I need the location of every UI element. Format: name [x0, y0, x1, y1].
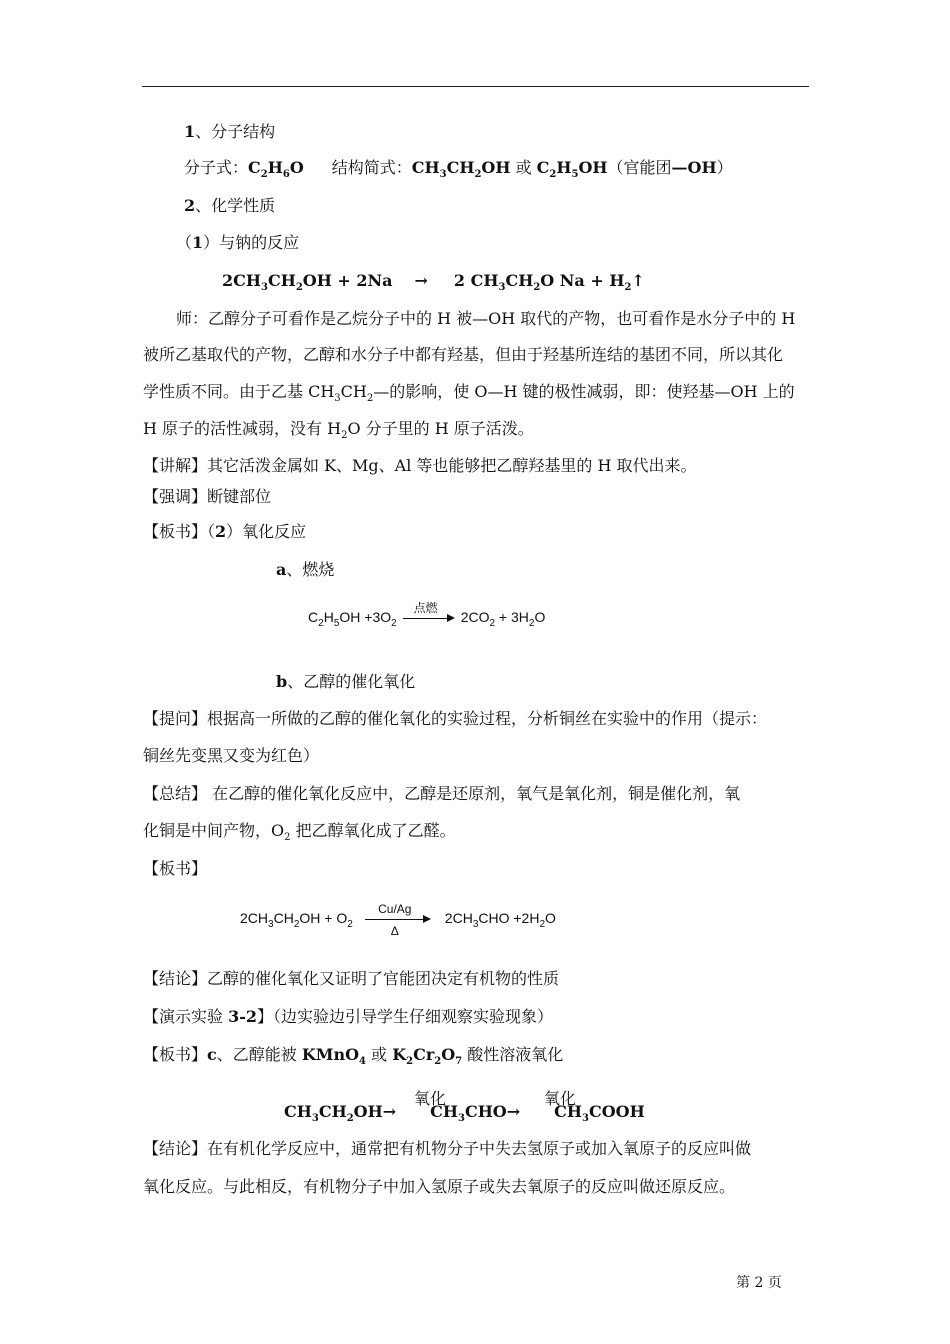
subscript: 2 — [533, 282, 541, 293]
subscript: 2 — [346, 1113, 354, 1124]
catalyst-label: Cu/Ag — [378, 902, 412, 917]
text: 2CH — [444, 910, 473, 926]
sodium-reaction-equation — [222, 271, 645, 291]
heat-symbol: Δ — [390, 924, 399, 939]
text: CHO→ — [464, 1102, 521, 1121]
summary-line-1: 【总结】 在乙醇的催化氧化反应中，乙醇是还原剂，氧气是氧化剂，铜是催化剂，氧 — [143, 784, 741, 803]
text: O — [289, 158, 304, 177]
text: 2CO — [460, 609, 490, 625]
text: OH + O — [299, 910, 348, 926]
catalytic-oxidation-equation — [240, 902, 556, 939]
subscript: 2 — [474, 169, 482, 180]
subscript: 2 — [366, 393, 374, 404]
structural-formula — [411, 158, 511, 180]
subscript: 3 — [268, 919, 274, 930]
conclusion-1: 【结论】乙醇的催化氧化又证明了官能团决定有机物的性质 — [143, 969, 560, 988]
catalytic-oxidation-heading — [276, 672, 415, 692]
teacher-paragraph-line-2: 被所乙基取代的产物，乙醇和水分子中都有羟基，但由于羟基所连结的基团不同，所以其化 — [143, 345, 784, 364]
text: OH — [578, 158, 608, 177]
subscript: 6 — [282, 169, 290, 180]
subscript: 2 — [318, 618, 324, 629]
text: CH — [284, 1102, 312, 1121]
text: COOH — [588, 1102, 645, 1121]
item-label: b — [276, 672, 288, 691]
item-label: a — [276, 560, 287, 579]
text: O 分子里的 H 原子活泼。 — [347, 419, 534, 438]
text: O — [545, 910, 556, 926]
text: CH — [318, 1102, 347, 1121]
subscript: 3 — [457, 1113, 465, 1124]
structural-formula-alt — [536, 158, 608, 180]
section-1-heading — [184, 122, 275, 142]
header-rule — [142, 86, 809, 87]
reaction-condition: 点燃 — [413, 601, 438, 616]
oxidation-label-1: 氧化 — [414, 1089, 447, 1108]
text: C — [536, 158, 550, 177]
structure-label: 结构简式： — [331, 158, 412, 177]
text: 化铜是中间产物，O — [143, 821, 285, 840]
text: O — [441, 1045, 456, 1064]
item-title: 、燃烧 — [286, 560, 335, 579]
section-number: 2 — [184, 196, 196, 215]
page-number: 第 2 页 — [736, 1275, 782, 1291]
text: Cr — [413, 1045, 435, 1064]
section-number: 1 — [184, 122, 196, 141]
subscript: 2 — [539, 919, 546, 930]
text: OH — [481, 158, 511, 177]
combustion-heading — [276, 560, 334, 580]
text: 把乙醇氧化成了乙醛。 — [290, 821, 456, 840]
teacher-paragraph-line-4 — [143, 419, 534, 439]
text: 2 CH — [453, 271, 499, 290]
text: ）氧化反应 — [226, 522, 307, 541]
text: 】（边实验边引导学生仔细观察实验现象） — [257, 1007, 554, 1026]
section-title: 、化学性质 — [195, 196, 276, 215]
oxidation-chain — [284, 1102, 645, 1122]
subscript: 2 — [406, 1056, 414, 1067]
text: CH — [446, 158, 475, 177]
arrow-shaft — [365, 919, 425, 920]
reaction-arrow — [403, 601, 455, 628]
functional-group: —OH — [671, 158, 717, 177]
subsection-number: 2 — [215, 522, 227, 541]
arrow-shaft — [403, 618, 449, 619]
text: CH — [430, 1102, 458, 1121]
board-note-oxidants — [143, 1045, 563, 1065]
text: 【板书】（ — [143, 522, 216, 541]
text: 2CH — [222, 271, 261, 290]
text: 学性质不同。由于乙基 CH — [143, 382, 335, 401]
subscript: 2 — [260, 169, 268, 180]
demonstration-note — [143, 1007, 553, 1027]
board-note-oxidation — [143, 522, 306, 542]
text: 【板书】 — [143, 1045, 208, 1064]
dichromate-formula — [392, 1045, 463, 1067]
permanganate-formula — [301, 1045, 367, 1067]
subscript: 2 — [624, 282, 632, 293]
experiment-number: 3-2 — [228, 1007, 257, 1026]
subscript: 7 — [455, 1056, 463, 1067]
subscript: 3 — [498, 282, 506, 293]
subscript: 5 — [333, 618, 340, 629]
paren-text: （官能团 — [607, 158, 672, 177]
formula-label: 分子式： — [184, 158, 249, 177]
item-title: 、乙醇的催化氧化 — [287, 672, 416, 691]
explanation: 【讲解】其它活泼金属如 K、Mg、Al 等也能够把乙醇羟基里的 H 取代出来。 — [143, 456, 697, 475]
question-line-1: 【提问】根据高一所做的乙醇的催化氧化的实验过程，分析铜丝在实验中的作用（提示： — [143, 709, 768, 728]
combustion-equation — [308, 601, 546, 629]
teacher-paragraph-line-1: 师：乙醇分子可看作是乙烷分子中的 H 被—OH 取代的产物，也可看作是水分子中的 H — [176, 309, 796, 328]
subsection-1-heading — [176, 233, 299, 253]
subscript: 3 — [334, 393, 341, 404]
subscript: 4 — [359, 1056, 367, 1067]
text: 2CH — [240, 910, 269, 926]
text: CH — [273, 910, 294, 926]
subsection-title: ）与钠的反应 — [203, 233, 300, 252]
subscript: 2 — [391, 618, 397, 629]
text: O Na + H — [540, 271, 625, 290]
text: 【演示实验 — [143, 1007, 229, 1026]
text: OH + 2Na — [302, 271, 393, 290]
subscript: 2 — [293, 919, 300, 930]
section-title: 、分子结构 — [195, 122, 276, 141]
emphasis: 【强调】断键部位 — [143, 487, 272, 506]
subscript: 2 — [549, 169, 557, 180]
molecular-formula — [248, 158, 304, 180]
text: H 原子的活性减弱，没有 H — [143, 419, 342, 438]
item-label: c — [207, 1045, 217, 1064]
text: ↑ — [631, 271, 645, 290]
subscript: 2 — [284, 832, 291, 843]
conclusion-2-line-2: 氧化反应。与此相反，有机物分子中加入氢原子或失去氧原子的反应叫做还原反应。 — [143, 1177, 736, 1196]
text: 、乙醇能被 — [216, 1045, 302, 1064]
board-note: 【板书】 — [143, 859, 208, 878]
subscript: 2 — [341, 430, 348, 441]
paren-text: （ — [176, 233, 193, 252]
subscript: 2 — [347, 919, 353, 930]
paren-text: ） — [716, 158, 733, 177]
text: OH +3O — [339, 609, 392, 625]
subscript: 2 — [434, 1056, 442, 1067]
subscript: 3 — [260, 282, 268, 293]
or-text: 或 — [366, 1045, 393, 1064]
molecular-formula-line — [184, 158, 733, 178]
reaction-arrow: → — [414, 271, 428, 290]
subscript: 2 — [295, 282, 303, 293]
or-text: 或 — [510, 158, 537, 177]
text: CH — [340, 382, 367, 401]
reaction-arrow — [365, 902, 431, 939]
text: H — [556, 158, 572, 177]
text: C — [248, 158, 261, 177]
subscript: 3 — [439, 169, 447, 180]
text: CHO +2H — [478, 910, 540, 926]
arrow-head — [447, 614, 455, 622]
text: O — [534, 609, 546, 625]
subscript: 2 — [489, 618, 496, 629]
text: K — [392, 1045, 407, 1064]
subscript: 3 — [472, 919, 479, 930]
summary-line-2 — [143, 821, 456, 841]
teacher-paragraph-line-3 — [143, 382, 795, 402]
subscript: 5 — [571, 169, 579, 180]
text: H — [267, 158, 283, 177]
text: CH — [411, 158, 440, 177]
text: CH — [505, 271, 534, 290]
subsection-number: 1 — [192, 233, 204, 252]
text: —的影响，使 O—H 键的极性减弱，即：使羟基—OH 上的 — [373, 382, 795, 401]
subscript: 3 — [582, 1113, 589, 1124]
section-2-heading — [184, 196, 275, 216]
text: 酸性溶液氧化 — [462, 1045, 564, 1064]
question-line-2: 铜丝先变黑又变为红色） — [143, 746, 320, 765]
text: CH — [554, 1102, 583, 1121]
subscript: 2 — [528, 618, 535, 629]
oxidation-label-2: 氧化 — [544, 1089, 577, 1108]
text: CH — [267, 271, 296, 290]
text: + 3H — [495, 609, 529, 625]
subscript: 3 — [311, 1113, 319, 1124]
text: C — [308, 609, 319, 625]
text: KMnO — [301, 1045, 360, 1064]
conclusion-2-line-1: 【结论】在有机化学反应中，通常把有机物分子中失去氢原子或加入氧原子的反应叫做 — [143, 1139, 752, 1158]
text: H — [323, 609, 334, 625]
text: OH→ — [353, 1102, 397, 1121]
